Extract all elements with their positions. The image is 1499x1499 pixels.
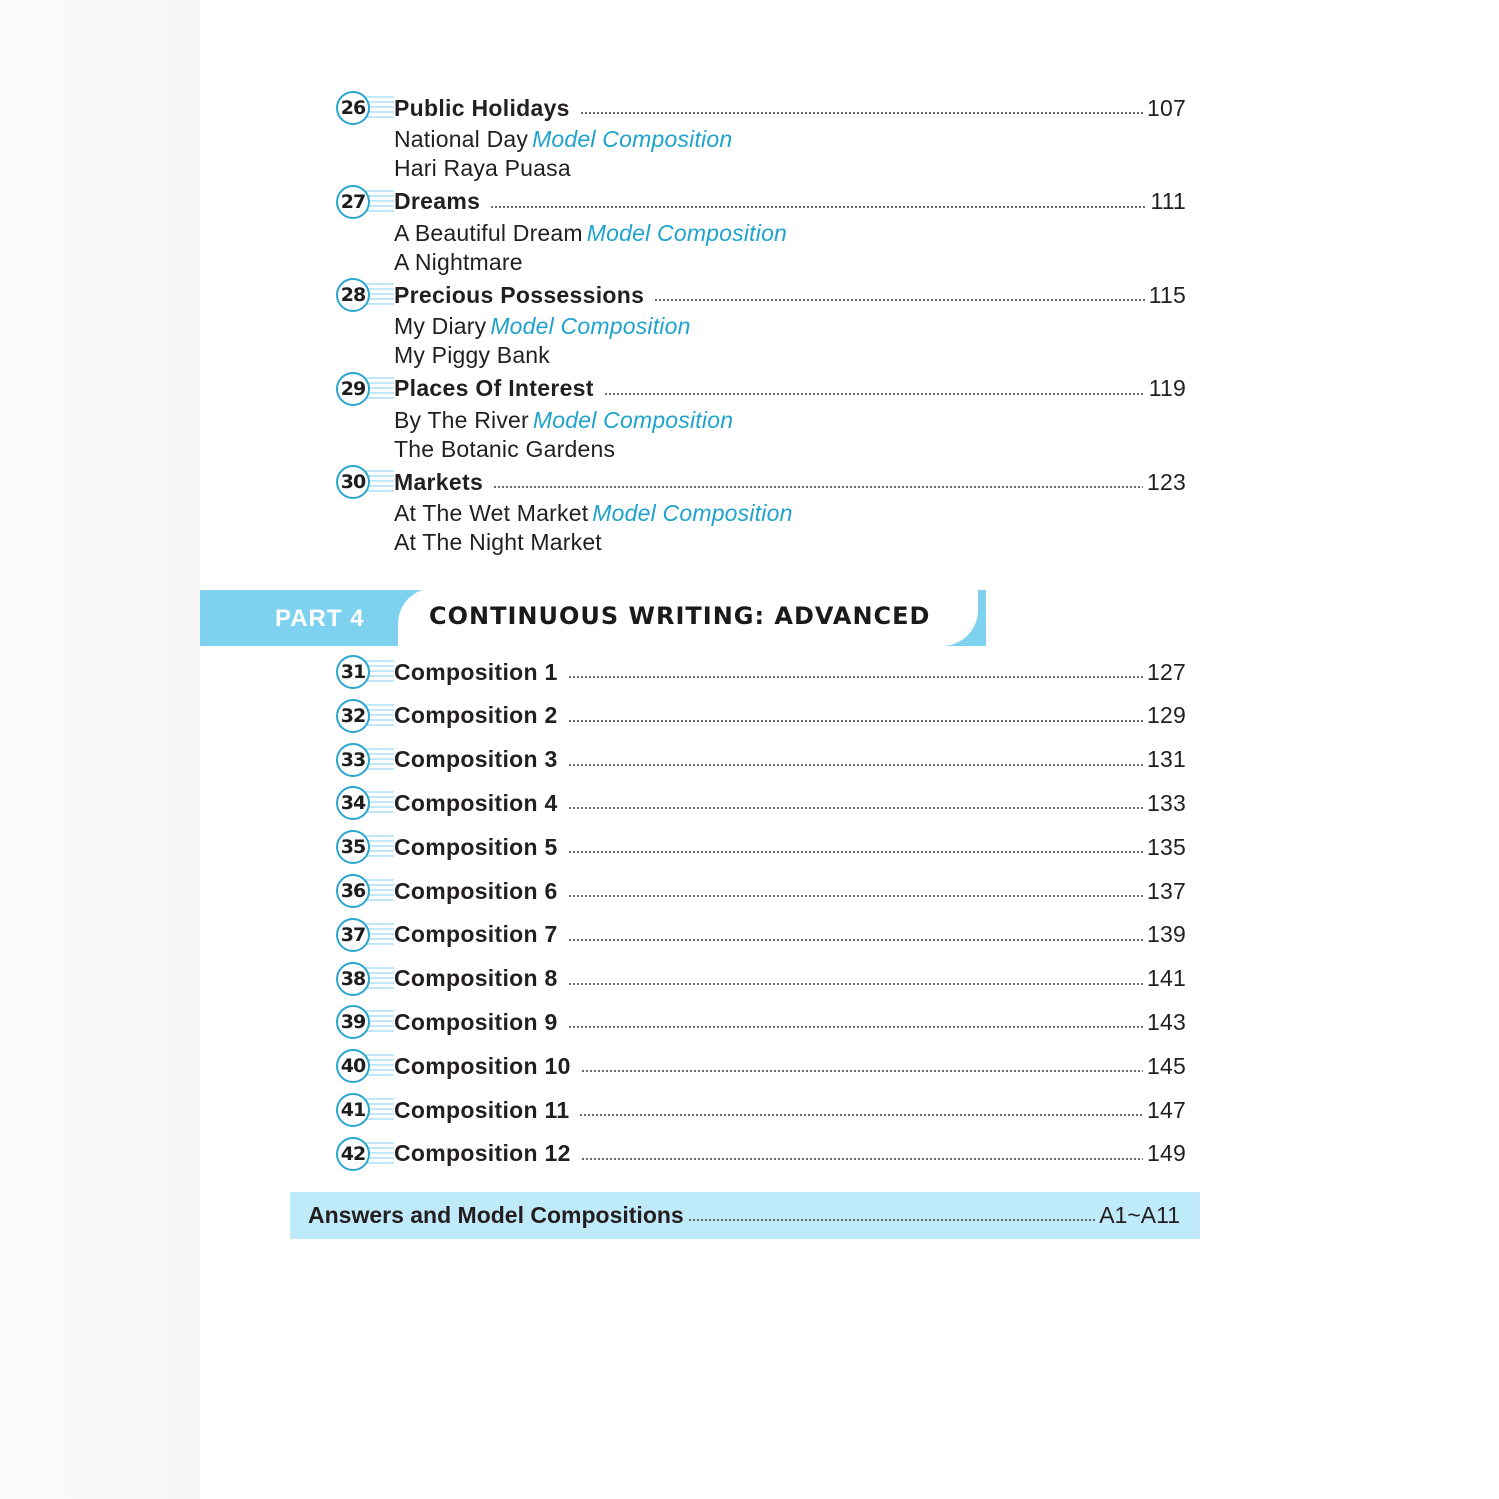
chapter-heading[interactable] — [336, 874, 1186, 908]
dot-leader — [568, 1026, 1143, 1028]
dot-leader — [568, 764, 1143, 766]
sub-entry[interactable] — [394, 154, 1186, 183]
chapter-number-badge — [336, 962, 396, 996]
chapter-number: 42 — [336, 1137, 370, 1171]
page-number: 119 — [1148, 375, 1186, 401]
dot-leader — [581, 1158, 1143, 1160]
chapter-title-line[interactable] — [394, 185, 1186, 219]
chapter-title: Places Of Interest — [394, 375, 594, 401]
dot-leader — [580, 112, 1143, 114]
answers-bar[interactable] — [290, 1192, 1200, 1239]
chapter-number: 26 — [336, 91, 370, 125]
sub-entry-title: My Diary — [394, 313, 487, 339]
chapter-number-badge — [336, 465, 396, 499]
dot-leader — [568, 851, 1143, 853]
sub-entry[interactable] — [394, 125, 1186, 154]
page-number: 139 — [1147, 921, 1186, 948]
sub-entry[interactable] — [394, 406, 1186, 435]
chapter-number-badge — [336, 655, 396, 689]
chapter-entry[interactable] — [336, 1093, 1186, 1127]
chapter-number-badge — [336, 278, 396, 312]
page-number: 147 — [1147, 1096, 1186, 1123]
model-composition-tag: Model Composition — [532, 406, 734, 433]
chapter-number: 29 — [336, 372, 370, 406]
sub-entry-title: Hari Raya Puasa — [394, 155, 571, 181]
chapter-heading[interactable] — [336, 962, 1186, 996]
chapter-title-line[interactable] — [394, 699, 1186, 733]
dot-leader — [568, 720, 1143, 722]
chapter-title-line[interactable] — [394, 743, 1186, 777]
chapter-number-badge — [336, 1005, 396, 1039]
chapter-entry[interactable] — [336, 786, 1186, 820]
page-number: 143 — [1147, 1008, 1186, 1035]
chapter-title-line[interactable] — [394, 372, 1186, 406]
chapter-entry[interactable] — [336, 699, 1186, 733]
model-composition-tag: Model Composition — [490, 313, 691, 339]
chapter-entry[interactable] — [336, 372, 1186, 464]
chapter-title: Composition 6 — [394, 877, 558, 904]
sub-entry-title: My Piggy Bank — [394, 342, 550, 368]
chapter-title: Composition 11 — [394, 1096, 570, 1123]
chapter-heading[interactable] — [336, 918, 1186, 952]
chapter-number: 37 — [336, 918, 370, 952]
page-number: 145 — [1147, 1052, 1186, 1079]
chapter-entry[interactable] — [336, 278, 1186, 370]
part-title: CONTINUOUS WRITING: ADVANCED — [429, 602, 931, 630]
page-number: 131 — [1147, 746, 1186, 773]
chapter-title: Dreams — [394, 188, 481, 214]
chapter-heading[interactable] — [336, 1005, 1186, 1039]
chapter-number-badge — [336, 918, 396, 952]
page-number: 141 — [1147, 965, 1186, 992]
chapter-heading[interactable] — [336, 185, 1186, 219]
chapter-title: Composition 2 — [394, 702, 558, 729]
page-number: 137 — [1147, 877, 1186, 904]
dot-leader — [654, 299, 1145, 301]
sub-entry[interactable] — [394, 219, 1186, 248]
sub-entry[interactable] — [394, 528, 1186, 557]
chapter-heading[interactable] — [336, 1093, 1186, 1127]
chapter-title-line[interactable] — [394, 1137, 1186, 1171]
chapter-entry[interactable] — [336, 91, 1186, 183]
sub-entry-title: A Nightmare — [394, 248, 523, 275]
page-number: 149 — [1147, 1140, 1186, 1167]
chapter-number-badge — [336, 786, 396, 820]
dot-leader — [579, 1114, 1143, 1116]
dot-leader — [604, 393, 1145, 395]
chapter-number: 32 — [336, 699, 370, 733]
page-number: 133 — [1147, 789, 1186, 816]
chapter-heading[interactable] — [336, 372, 1186, 406]
chapter-entry[interactable] — [336, 1005, 1186, 1039]
dot-leader — [688, 1219, 1096, 1221]
chapter-number: 34 — [336, 786, 370, 820]
chapter-title-line[interactable] — [394, 1049, 1186, 1083]
answers-pages: A1~A11 — [1099, 1201, 1180, 1228]
chapter-title: Precious Possessions — [394, 281, 645, 308]
chapter-title-line[interactable] — [394, 786, 1186, 820]
chapter-number-badge — [336, 699, 396, 733]
sub-entry-title: By The River — [394, 406, 529, 433]
sub-entry[interactable] — [394, 312, 1186, 341]
chapter-number: 41 — [336, 1093, 370, 1127]
chapter-title-line[interactable] — [394, 1005, 1186, 1039]
chapter-entry[interactable] — [336, 465, 1186, 557]
chapter-entry[interactable] — [336, 1049, 1186, 1083]
page-number: 107 — [1147, 94, 1186, 121]
chapter-title-line[interactable] — [394, 1093, 1186, 1127]
chapter-number-badge — [336, 1093, 396, 1127]
page-number: 111 — [1150, 188, 1186, 214]
chapter-heading[interactable] — [336, 465, 1186, 499]
chapter-heading[interactable] — [336, 91, 1186, 125]
page-margin-shade — [0, 0, 200, 1499]
dot-leader — [493, 486, 1143, 488]
chapter-number: 33 — [336, 743, 370, 777]
chapter-number-badge — [336, 743, 396, 777]
dot-leader — [581, 1070, 1143, 1072]
chapter-title-line[interactable] — [394, 655, 1186, 689]
chapter-entry[interactable] — [336, 874, 1186, 908]
chapter-title-line[interactable] — [394, 278, 1186, 312]
sub-entry-title: At The Night Market — [394, 529, 602, 555]
chapter-title: Composition 9 — [394, 1008, 558, 1035]
dot-leader — [568, 676, 1143, 678]
sub-entry[interactable] — [394, 499, 1186, 528]
model-composition-tag: Model Composition — [532, 126, 733, 152]
chapter-title: Markets — [394, 468, 484, 495]
chapter-entry[interactable] — [336, 743, 1186, 777]
chapter-number-badge — [336, 830, 396, 864]
chapter-heading[interactable] — [336, 830, 1186, 864]
chapter-title: Composition 7 — [394, 921, 558, 948]
chapter-heading[interactable] — [336, 655, 1186, 689]
chapter-title-line[interactable] — [394, 465, 1186, 499]
chapter-number: 31 — [336, 655, 370, 689]
chapter-title-line[interactable] — [394, 962, 1186, 996]
page-number: 135 — [1147, 833, 1186, 860]
chapter-heading[interactable] — [336, 1049, 1186, 1083]
part-label: PART 4 — [275, 605, 365, 632]
chapter-number-badge — [336, 1049, 396, 1083]
chapter-number-badge — [336, 372, 396, 406]
chapter-number: 40 — [336, 1049, 370, 1083]
chapter-entry[interactable] — [336, 918, 1186, 952]
chapter-number: 38 — [336, 962, 370, 996]
sub-entry-title: National Day — [394, 126, 529, 152]
chapter-title: Composition 1 — [394, 658, 558, 685]
chapter-title: Composition 8 — [394, 965, 558, 992]
chapter-number: 30 — [336, 465, 370, 499]
answers-title: Answers and Model Compositions — [308, 1201, 684, 1228]
chapter-title: Composition 3 — [394, 746, 558, 773]
chapter-heading[interactable] — [336, 1137, 1186, 1171]
chapter-number: 36 — [336, 874, 370, 908]
dot-leader — [490, 206, 1146, 208]
dot-leader — [568, 807, 1143, 809]
chapter-title: Composition 4 — [394, 789, 558, 816]
chapter-heading[interactable] — [336, 743, 1186, 777]
chapter-title: Public Holidays — [394, 94, 570, 121]
sub-entry[interactable] — [394, 248, 1186, 277]
sub-entry[interactable] — [394, 435, 1186, 464]
chapter-number: 27 — [336, 185, 370, 219]
chapter-entry[interactable] — [336, 655, 1186, 689]
chapter-entry[interactable] — [336, 830, 1186, 864]
page-number: 115 — [1148, 281, 1186, 308]
dot-leader — [568, 983, 1143, 985]
chapter-number-badge — [336, 91, 396, 125]
chapter-number: 39 — [336, 1005, 370, 1039]
model-composition-tag: Model Composition — [586, 219, 788, 246]
chapter-number: 28 — [336, 278, 370, 312]
chapter-entry[interactable] — [336, 1137, 1186, 1171]
sub-entry-title: A Beautiful Dream — [394, 219, 583, 246]
sub-entry-title: The Botanic Gardens — [394, 435, 616, 462]
chapter-entry[interactable] — [336, 962, 1186, 996]
sub-entry-title: At The Wet Market — [394, 500, 589, 526]
dot-leader — [568, 895, 1143, 897]
chapter-number: 35 — [336, 830, 370, 864]
chapter-heading[interactable] — [336, 699, 1186, 733]
chapter-title: Composition 12 — [394, 1140, 571, 1167]
model-composition-tag: Model Composition — [592, 500, 793, 526]
chapter-entry[interactable] — [336, 185, 1186, 277]
page-number: 123 — [1147, 468, 1186, 495]
dot-leader — [568, 939, 1143, 941]
chapter-title: Composition 10 — [394, 1052, 571, 1079]
chapter-title-line[interactable] — [394, 874, 1186, 908]
page-number: 129 — [1147, 702, 1186, 729]
sub-entry[interactable] — [394, 341, 1186, 370]
chapter-heading[interactable] — [336, 278, 1186, 312]
chapter-title-line[interactable] — [394, 830, 1186, 864]
page-number: 127 — [1147, 658, 1186, 685]
chapter-number-badge — [336, 1137, 396, 1171]
chapter-number-badge — [336, 185, 396, 219]
chapter-heading[interactable] — [336, 786, 1186, 820]
chapter-title-line[interactable] — [394, 91, 1186, 125]
chapter-title-line[interactable] — [394, 918, 1186, 952]
chapter-number-badge — [336, 874, 396, 908]
chapter-title: Composition 5 — [394, 833, 558, 860]
answers-entry[interactable] — [308, 1198, 1180, 1232]
